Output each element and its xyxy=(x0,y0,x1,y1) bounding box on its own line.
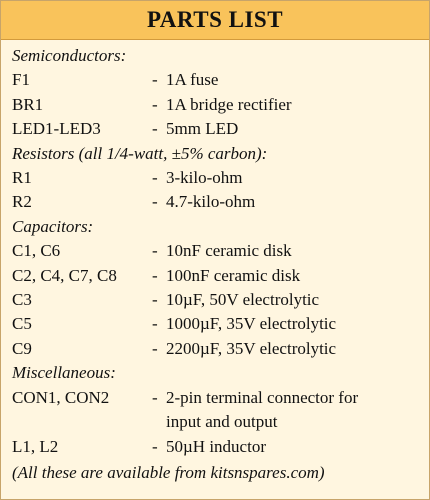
part-description: 100nF ceramic disk xyxy=(166,265,301,285)
part-description: 5mm LED xyxy=(166,119,239,139)
part-description: 1000µF, 35V electrolytic xyxy=(166,314,337,334)
part-dash: - xyxy=(152,387,158,407)
part-description: 1A bridge rectifier xyxy=(166,94,292,114)
parts-list-body xyxy=(1,40,429,485)
section-heading-resistors: Resistors (all 1/4-watt, ±5% carbon): xyxy=(12,143,268,163)
part-row xyxy=(12,239,417,263)
part-row xyxy=(12,166,417,190)
part-dash: - xyxy=(152,265,158,285)
part-id-spacer xyxy=(12,410,152,434)
part-dash-spacer xyxy=(152,410,166,434)
part-dash: - xyxy=(152,119,158,139)
part-description: 1A fuse xyxy=(166,70,219,90)
part-dash: - xyxy=(152,241,158,261)
part-description: 10nF ceramic disk xyxy=(166,241,292,261)
part-row xyxy=(12,117,417,141)
part-row-continuation xyxy=(12,410,417,434)
part-description: 10µF, 50V electrolytic xyxy=(166,290,320,310)
section-heading-capacitors: Capacitors: xyxy=(12,216,94,236)
part-dash: - xyxy=(152,192,158,212)
part-row xyxy=(12,264,417,288)
part-dash: - xyxy=(152,70,158,90)
part-id: C1, C6 xyxy=(12,241,61,261)
part-id: C2, C4, C7, C8 xyxy=(12,265,117,285)
part-dash: - xyxy=(152,94,158,114)
part-row xyxy=(12,337,417,361)
part-dash: - xyxy=(152,290,158,310)
part-row xyxy=(12,312,417,336)
part-id: C5 xyxy=(12,314,32,334)
parts-list-header xyxy=(1,1,429,40)
part-description: 2200µF, 35V electrolytic xyxy=(166,338,337,358)
part-id: CON1, CON2 xyxy=(12,387,110,407)
part-id: F1 xyxy=(12,70,30,90)
part-id: R1 xyxy=(12,168,32,188)
part-description: 50µH inductor xyxy=(166,436,266,456)
part-dash: - xyxy=(152,338,158,358)
section-heading-miscellaneous: Miscellaneous: xyxy=(12,363,116,383)
part-id: C9 xyxy=(12,338,32,358)
part-description: 2-pin terminal connector for xyxy=(166,387,359,407)
section-heading-semiconductors: Semiconductors: xyxy=(12,46,127,65)
part-dash: - xyxy=(152,436,158,456)
part-row xyxy=(12,386,417,410)
part-row xyxy=(12,68,417,92)
part-row xyxy=(12,435,417,459)
part-id: L1, L2 xyxy=(12,436,59,456)
part-row xyxy=(12,93,417,117)
part-row xyxy=(12,288,417,312)
part-id: LED1-LED3 xyxy=(12,119,101,139)
part-description: 3-kilo-ohm xyxy=(166,168,243,188)
part-dash: - xyxy=(152,314,158,334)
part-id: C3 xyxy=(12,290,32,310)
part-id: R2 xyxy=(12,192,32,212)
part-description: 4.7-kilo-ohm xyxy=(166,192,256,212)
part-dash: - xyxy=(152,168,158,188)
part-row xyxy=(12,190,417,214)
availability-footnote: (All these are available from kitsnspares.com) xyxy=(12,462,325,482)
part-description-continuation: input and output xyxy=(166,412,278,432)
part-id: BR1 xyxy=(12,94,44,114)
parts-list-title: PARTS LIST xyxy=(146,7,284,32)
